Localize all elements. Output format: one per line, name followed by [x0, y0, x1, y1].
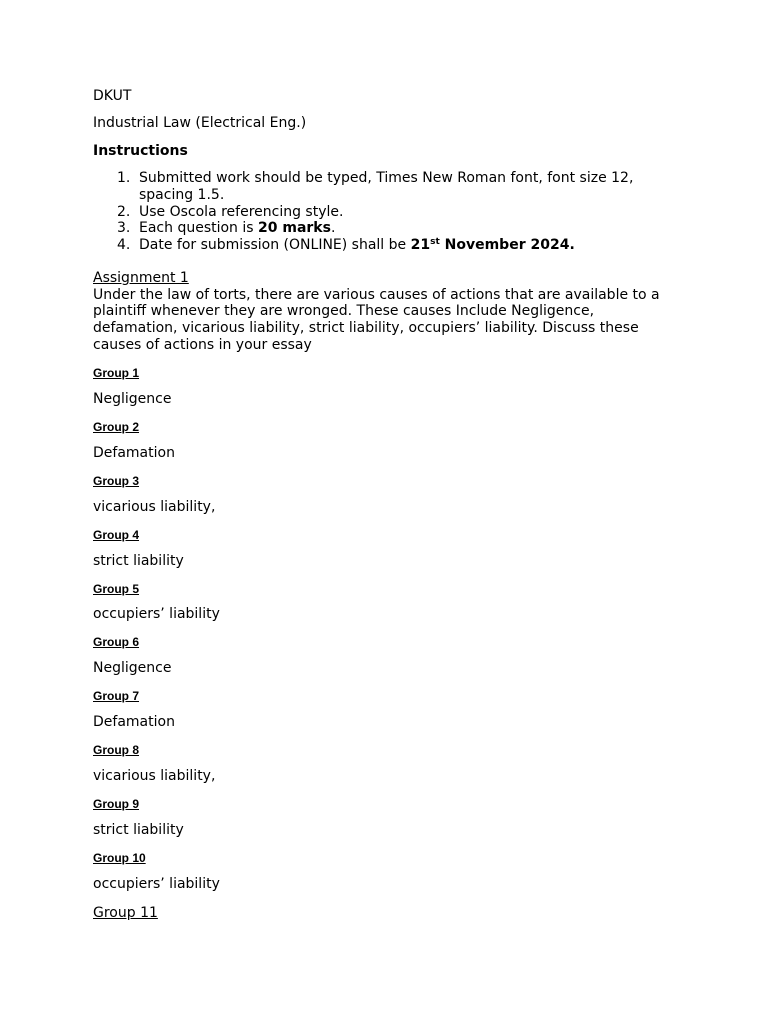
group-heading: Group 1 — [93, 366, 140, 380]
group-topic: Negligence — [93, 660, 172, 677]
group-heading: Group 11 — [93, 904, 158, 921]
instruction-item-2 — [93, 204, 675, 221]
assignment-section — [93, 270, 675, 354]
instructions-heading: Instructions — [93, 142, 188, 159]
assignment-title: Assignment 1 — [93, 269, 189, 286]
group-topic: strict liability — [93, 552, 184, 569]
group-2 — [93, 420, 675, 462]
instruction-text-line — [139, 237, 675, 254]
group-3 — [93, 474, 675, 516]
assignment-body-line: causes of actions in your essay — [93, 336, 312, 353]
group-11 — [93, 905, 675, 922]
group-topic: occupiers’ liability — [93, 875, 220, 892]
group-heading: Group 9 — [93, 797, 140, 812]
group-heading: Group 2 — [93, 419, 140, 434]
group-heading: Group 5 — [93, 581, 140, 596]
group-list — [93, 366, 675, 922]
list-number: 2. — [117, 203, 131, 220]
submission-date-ordinal: st — [430, 236, 440, 247]
group-9 — [93, 797, 675, 839]
group-8 — [93, 743, 675, 785]
group-topic: Defamation — [93, 714, 175, 731]
instruction-text-line: Use Oscola referencing style. — [139, 203, 344, 220]
instruction-text: Date for submission (ONLINE) shall be — [139, 236, 411, 253]
submission-date-day: 21 — [410, 236, 431, 253]
institution-name: DKUT — [93, 88, 132, 104]
assignment-body-line: plaintiff whenever they are wronged. These causes Include Negligence, — [93, 303, 595, 320]
instruction-text-line: Submitted work should be typed, Times New Roman font, font size 12, — [139, 170, 634, 187]
submission-date-month-year: November 2024. — [439, 236, 575, 253]
group-topic: vicarious liability, — [93, 498, 216, 515]
group-heading: Group 10 — [93, 851, 146, 866]
instruction-item-4 — [93, 237, 675, 254]
assignment-body-line: defamation, vicarious liability, strict liability, occupiers’ liability. Discuss these — [93, 320, 639, 337]
list-number: 1. — [117, 170, 131, 187]
instruction-text: . — [330, 220, 336, 237]
list-number: 3. — [117, 220, 131, 237]
instruction-item-1 — [93, 170, 675, 203]
assignment-body-line: Under the law of torts, there are various causes of actions that are available to a — [93, 286, 660, 303]
instruction-text-line: spacing 1.5. — [139, 186, 225, 203]
group-10 — [93, 851, 675, 893]
instruction-text: Each question is — [139, 220, 259, 237]
group-1 — [93, 366, 675, 408]
list-number: 4. — [117, 236, 131, 253]
group-7 — [93, 689, 675, 731]
group-4 — [93, 528, 675, 570]
group-topic: Negligence — [93, 390, 172, 407]
group-heading: Group 7 — [93, 689, 140, 704]
document-body — [93, 88, 675, 933]
instruction-text-line — [139, 220, 675, 237]
instruction-item-3 — [93, 220, 675, 237]
marks-emphasis: 20 marks — [258, 220, 331, 237]
group-heading: Group 3 — [93, 473, 140, 488]
group-topic: Defamation — [93, 444, 175, 461]
group-5 — [93, 582, 675, 624]
group-topic: strict liability — [93, 822, 184, 839]
instructions-list — [93, 170, 675, 254]
group-heading: Group 4 — [93, 527, 140, 542]
group-heading: Group 8 — [93, 743, 140, 758]
group-topic: vicarious liability, — [93, 768, 216, 785]
group-6 — [93, 635, 675, 677]
group-topic: occupiers’ liability — [93, 606, 220, 623]
group-heading: Group 6 — [93, 635, 140, 650]
course-title: Industrial Law (Electrical Eng.) — [93, 115, 307, 132]
